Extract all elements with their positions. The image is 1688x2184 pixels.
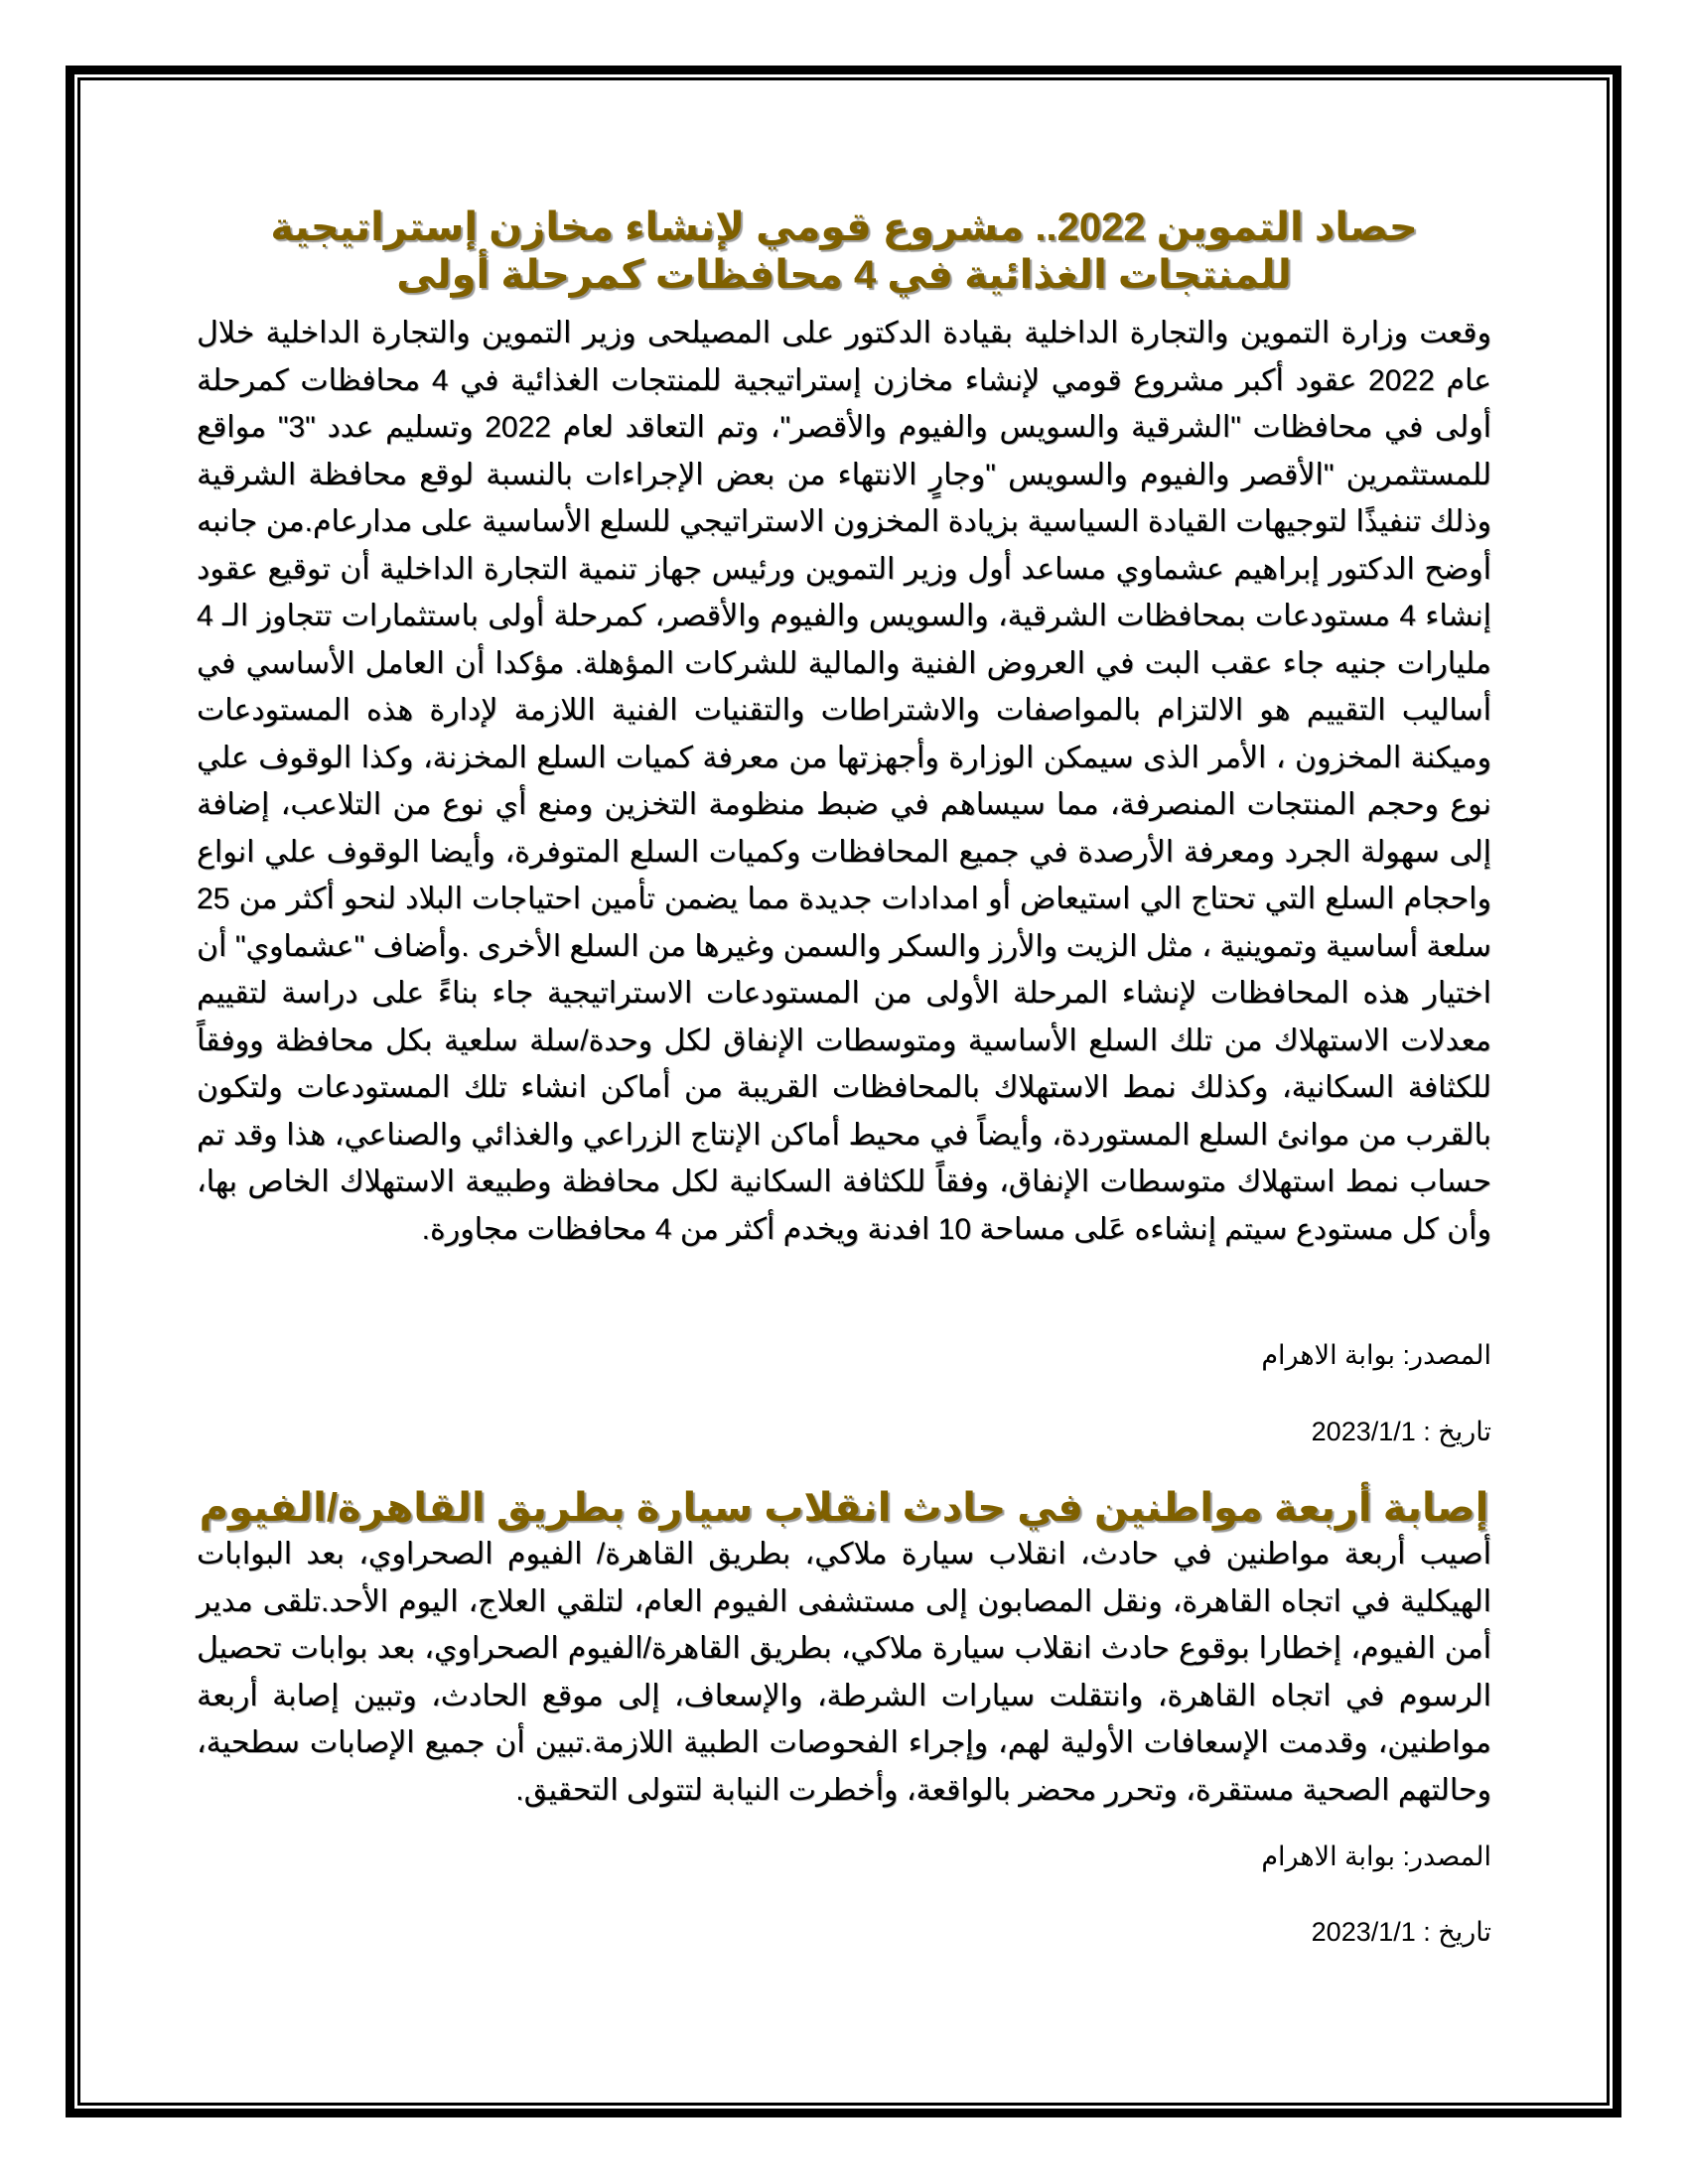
article-2-body: أصيب أربعة مواطنين في حادث، انقلاب سيارة ملاكي، بطريق القاهرة/ الفيوم الصحراوي، بعد البوابات الهيكلية في اتجاه القاهرة، ونقل المصابون إلى مستشفى الفيوم العام، لتلقي العلاج، اليوم الأحد.تلقى مدير أمن الفيوم، إخطارا بوقوع حادث انقلاب سيارة ملاكي، بطريق القاهرة/الفيوم الصحراوي، بعد بوابات تحصيل الرسوم في اتجاه القاهرة، وانتقلت سيارات الشرطة، والإسعاف، إلى موقع الحادث، وتبين إصابة أربعة مواطنين، وقدمت الإسعافات الأولية لهم، وإجراء الفحوصات الطبية اللازمة.تبين أن جميع الإصابات سطحية، وحالتهم الصحية مستقرة، وتحرر محضر بالواقعة، وأخطرت النيابة لتتولى التحقيق. [197, 1538, 1491, 1807]
article-2-title: إصابة أربعة مواطنين في حادث انقلاب سيارة بطريق القاهرة/الفيوم [199, 1486, 1489, 1530]
article-2-date: تاريخ : 2023/1/1 [1311, 1917, 1491, 1947]
article-1-source: المصدر: بوابة الاهرام [1261, 1340, 1491, 1370]
article-1-date: تاريخ : 2023/1/1 [1311, 1417, 1491, 1446]
article-1-title: حصاد التموين 2022.. مشروع قومي لإنشاء مخازن إستراتيجية للمنتجات الغذائية في 4 محافظات كمرحلة أولى [270, 205, 1418, 297]
article-1-body: وقعت وزارة التموين والتجارة الداخلية بقيادة الدكتور على المصيلحى وزير التموين والتجارة الداخلية خلال عام 2022 عقود أكبر مشروع قومي لإنشاء مخازن إستراتيجية للمنتجات الغذائية في 4 محافظات كمرحلة أولى في محافظات "الشرقية والسويس والفيوم والأقصر"، وتم التعاقد لعام 2022 وتسليم عدد "3" مواقع للمستثمرين "الأقصر والفيوم والسويس "وجارٍ الانتهاء من بعض الإجراءات بالنسبة لوقع محافظة الشرقية وذلك تنفيذًا لتوجيهات القيادة السياسية بزيادة المخزون الاستراتيجي للسلع الأساسية على مدارعام.من جانبه أوضح الدكتور إبراهيم عشماوي مساعد أول وزير التموين ورئيس جهاز تنمية التجارة الداخلية أن توقيع عقود إنشاء 4 مستودعات بمحافظات الشرقية، والسويس والفيوم والأقصر، كمرحلة أولى باستثمارات تتجاوز الـ 4 مليارات جنيه جاء عقب البت في العروض الفنية والمالية للشركات المؤهلة. مؤكدا أن العامل الأساسي في أساليب التقييم هو الالتزام بالمواصفات والاشتراطات والتقنيات الفنية اللازمة لإدارة هذه المستودعات وميكنة المخزون ، الأمر الذى سيمكن الوزارة وأجهزتها من معرفة كميات السلع المخزنة، وكذا الوقوف علي نوع وحجم المنتجات المنصرفة، مما سيساهم في ضبط منظومة التخزين ومنع أي نوع من التلاعب، إضافة إلى سهولة الجرد ومعرفة الأرصدة في جميع المحافظات وكميات السلع المتوفرة، وأيضا الوقوف علي انواع واحجام السلع التي تحتاج الي استيعاض أو امدادات جديدة مما يضمن تأمين احتياجات البلاد لنحو أكثر من 25 سلعة أساسية وتموينية ، مثل الزيت والأرز والسكر والسمن وغيرها من السلع الأخرى .وأضاف "عشماوي" أن اختيار هذه المحافظات لإنشاء المرحلة الأولى من المستودعات الاستراتيجية جاء بناءً على دراسة لتقييم معدلات الاستهلاك من تلك السلع الأساسية ومتوسطات الإنفاق لكل وحدة/سلة سلعية بكل محافظة ووفقاً للكثافة السكانية، وكذلك نمط الاستهلاك بالمحافظات القريبة من أماكن انشاء تلك المستودعات ولتكون بالقرب من موانئ السلع المستوردة، وأيضاً في محيط أماكن الإنتاج الزراعي والغذائي والصناعي، هذا وقد تم حساب نمط استهلاك متوسطات الإنفاق، وفقاً للكثافة السكانية لكل محافظة وطبيعة الاستهلاك الخاص بها، وأن كل مستودع سيتم إنشاءه عَلى مساحة 10 افدنة ويخدم أكثر من 4 محافظات مجاورة. [197, 317, 1492, 1246]
article-2-source: المصدر: بوابة الاهرام [1261, 1842, 1491, 1871]
